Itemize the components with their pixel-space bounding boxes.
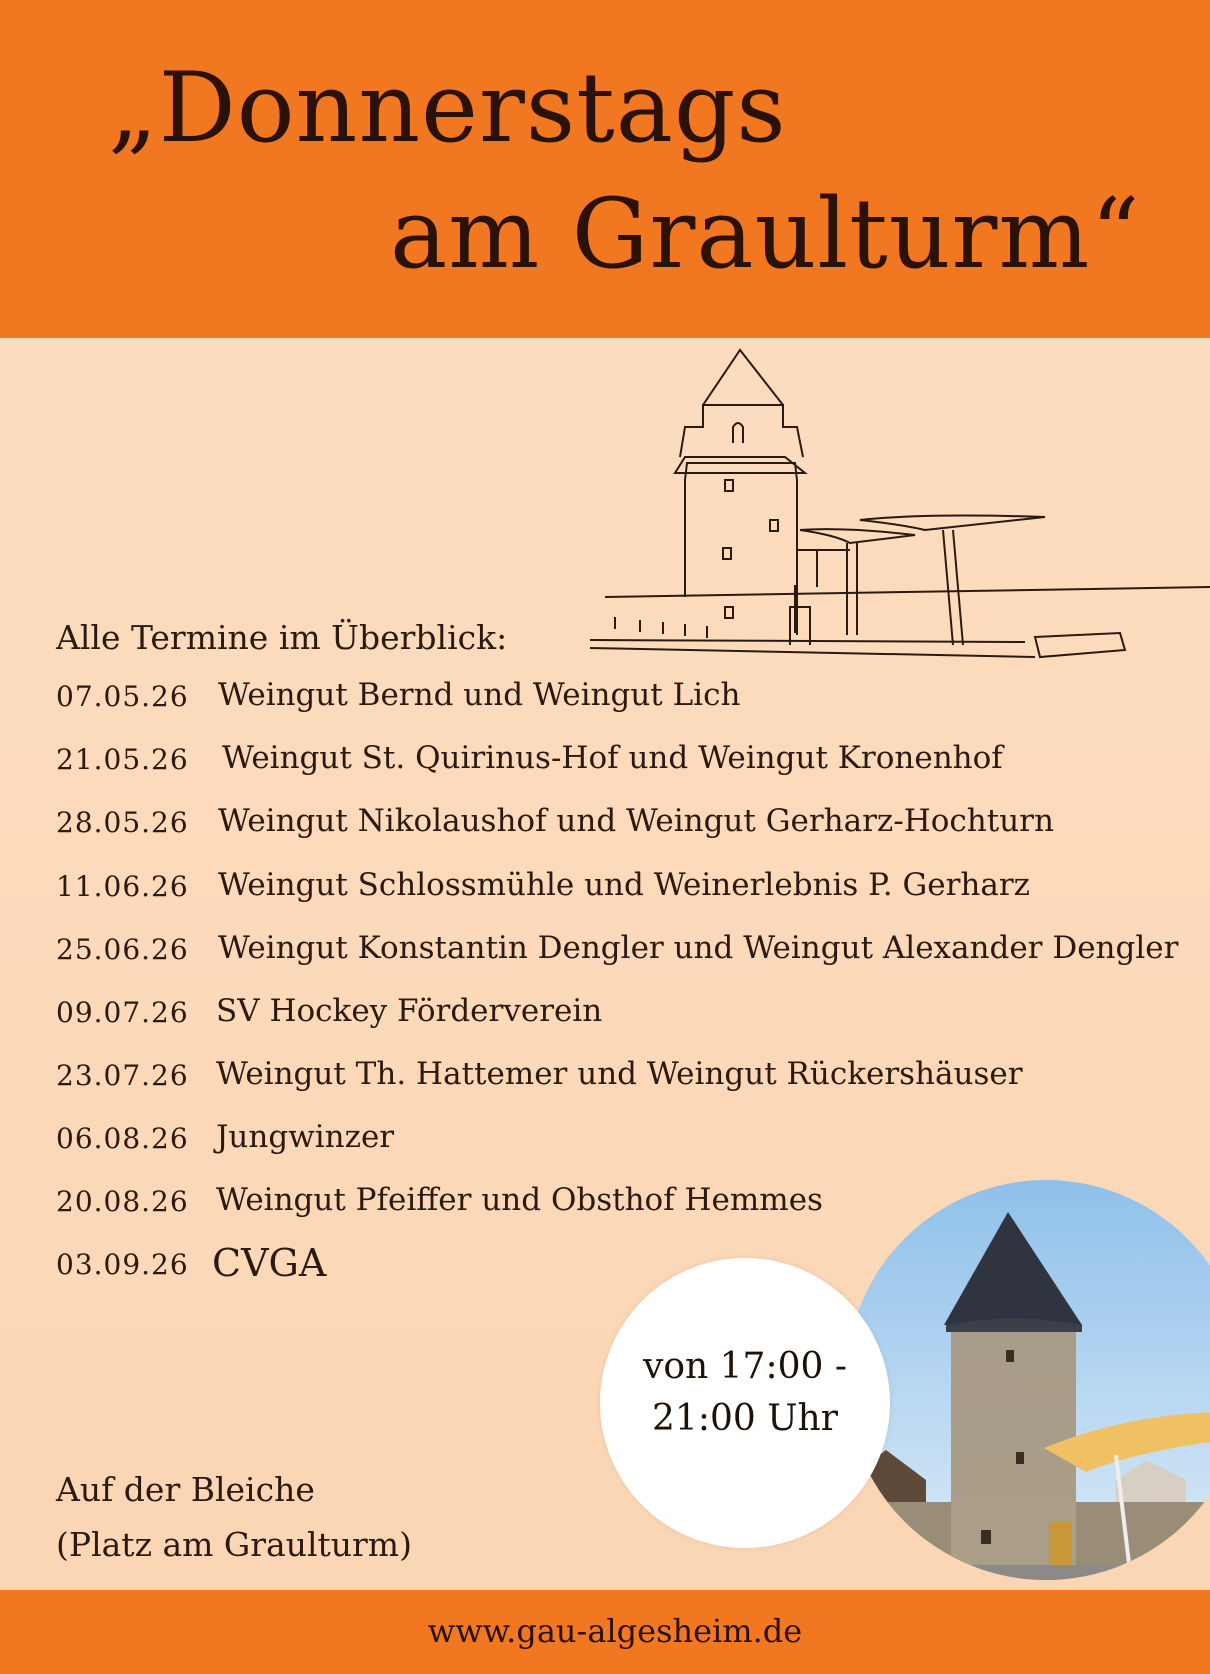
- event-date: 11.06.26: [56, 870, 189, 903]
- overview-heading: Alle Termine im Überblick:: [56, 618, 508, 657]
- website-link[interactable]: www.gau-algesheim.de: [427, 1612, 803, 1650]
- event-name: Weingut Bernd und Weingut Lich: [218, 677, 741, 713]
- title-line-1: „Donnerstags: [108, 52, 787, 164]
- event-name: Weingut Schlossmühle und Weinerlebnis P. Gerharz: [218, 867, 1030, 903]
- event-date: 20.08.26: [56, 1185, 189, 1218]
- time-badge: [600, 1258, 890, 1548]
- event-date: 28.05.26: [56, 806, 189, 839]
- event-date: 21.05.26: [56, 743, 189, 776]
- event-name: CVGA: [212, 1241, 327, 1285]
- time-line-1: von 17:00 -: [643, 1346, 847, 1387]
- event-name: Weingut Konstantin Dengler und Weingut Alexander Dengler: [218, 930, 1179, 966]
- event-name: Weingut Nikolaushof und Weingut Gerharz-Hochturn: [218, 803, 1054, 839]
- location-line-2: (Platz am Graulturm): [56, 1525, 412, 1564]
- title-line-2: am Graulturm“: [390, 178, 1141, 290]
- location: [56, 1462, 412, 1572]
- event-date: 07.05.26: [56, 680, 189, 713]
- event-date: 23.07.26: [56, 1059, 189, 1092]
- header-banner: [0, 0, 1210, 338]
- event-name: Weingut St. Quirinus-Hof und Weingut Kronenhof: [222, 740, 1003, 776]
- event-date: 09.07.26: [56, 996, 189, 1029]
- event-date: 06.08.26: [56, 1122, 189, 1155]
- event-name: Weingut Pfeiffer und Obsthof Hemmes: [216, 1182, 823, 1218]
- footer-banner: [0, 1590, 1210, 1674]
- time-line-2: 21:00 Uhr: [652, 1398, 838, 1439]
- tower-sketch-illustration: [585, 345, 1210, 675]
- event-name: Jungwinzer: [216, 1119, 395, 1155]
- event-date: 25.06.26: [56, 933, 189, 966]
- event-name: SV Hockey Förderverein: [216, 993, 603, 1029]
- event-name: Weingut Th. Hattemer und Weingut Rückershäuser: [216, 1056, 1023, 1092]
- event-date: 03.09.26: [56, 1248, 189, 1281]
- location-line-1: Auf der Bleiche: [56, 1470, 315, 1509]
